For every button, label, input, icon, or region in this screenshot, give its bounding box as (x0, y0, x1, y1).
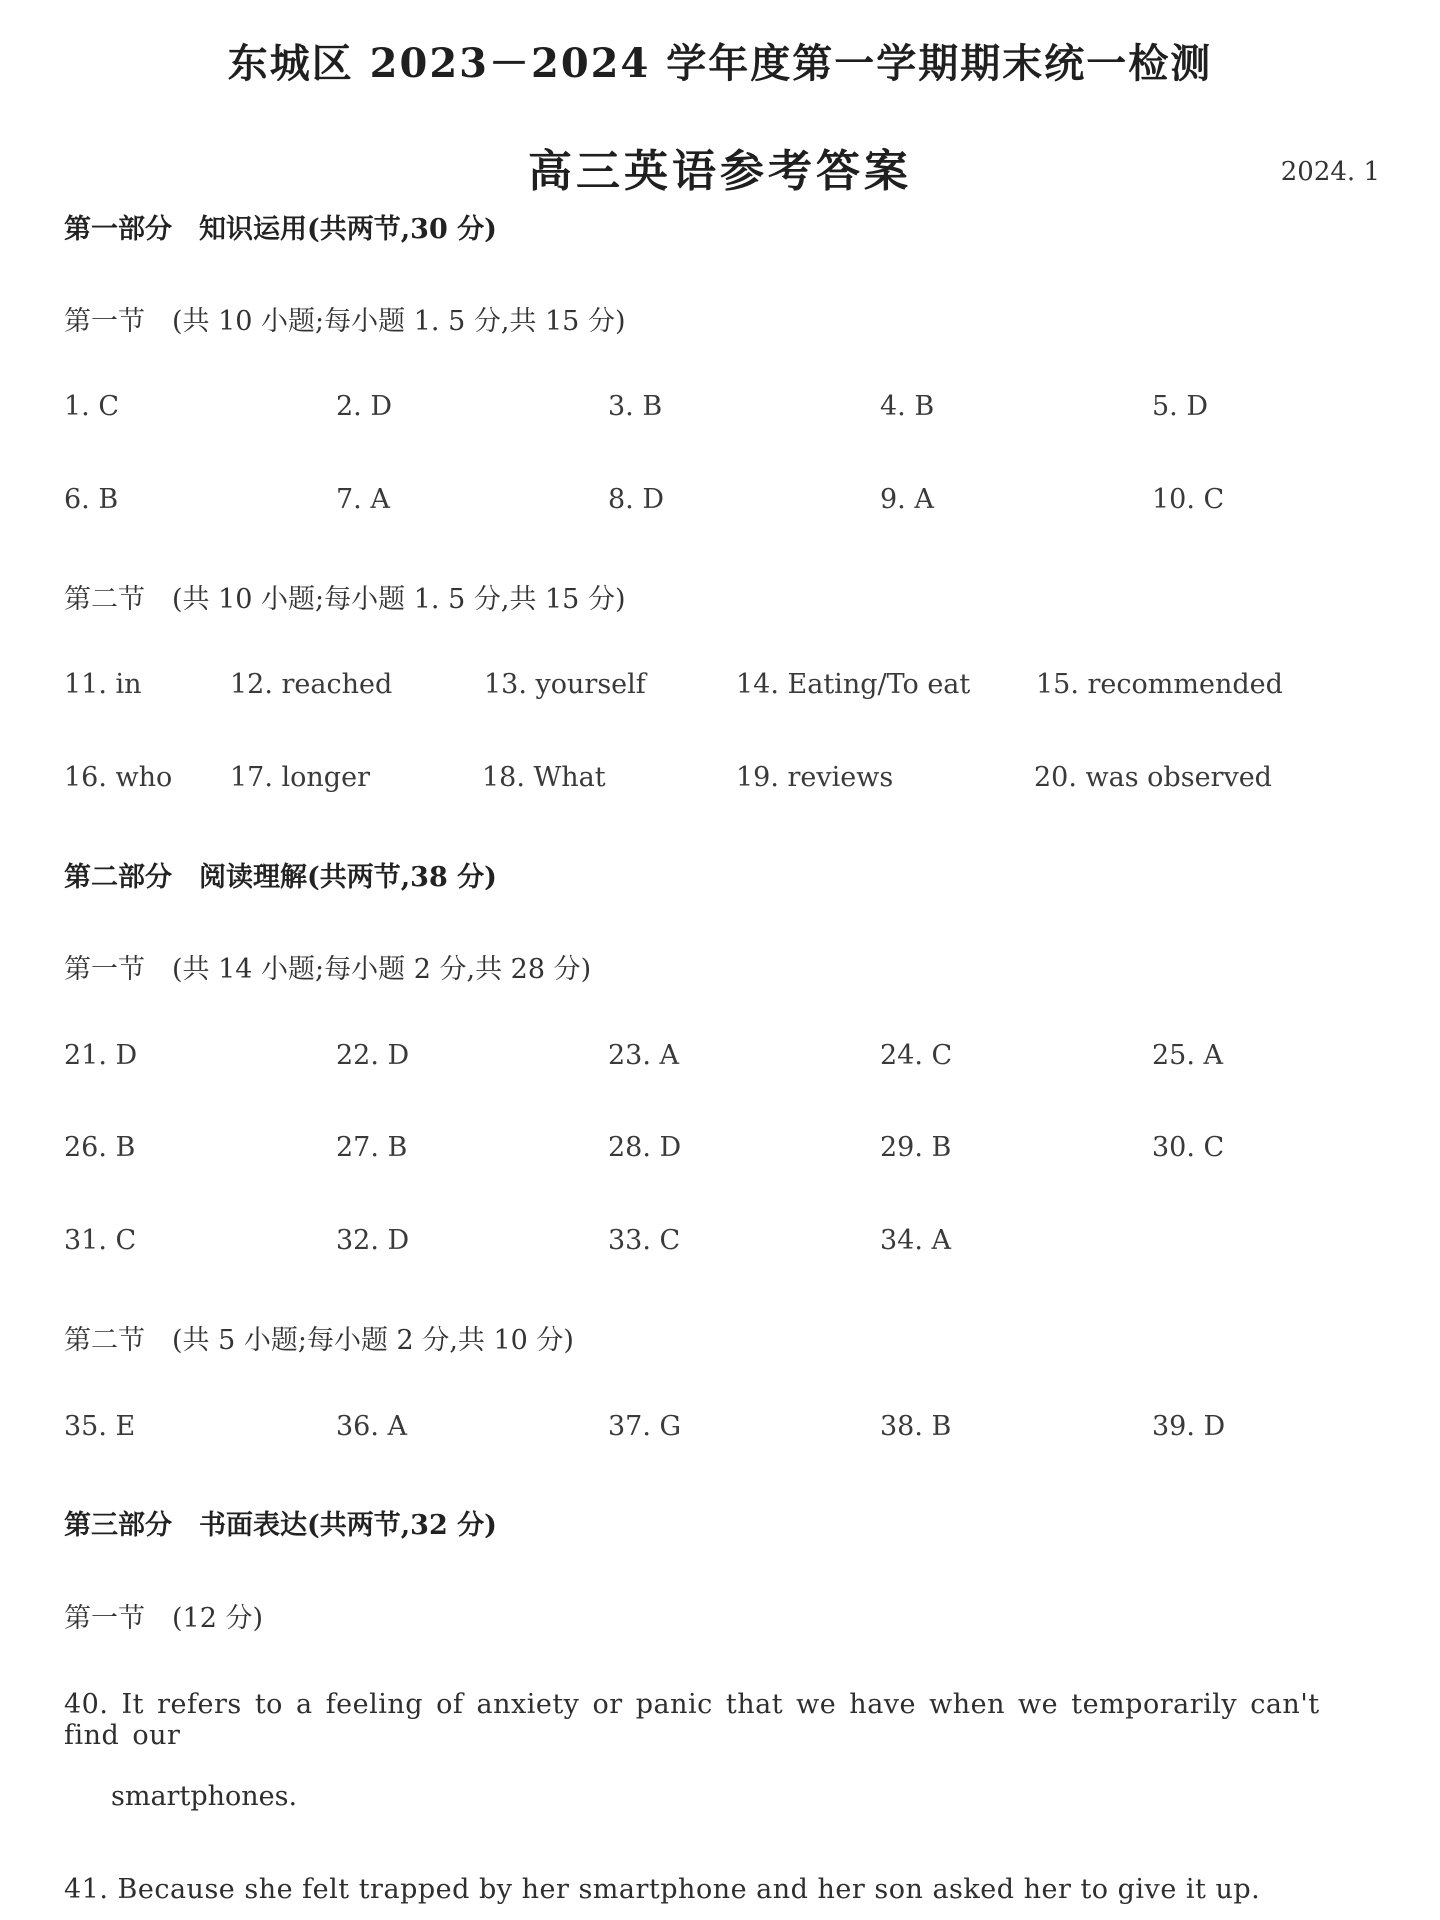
answer-41: 41. Because she felt trapped by her smartphone and her son asked her to give it up. (64, 1874, 1261, 1905)
answer-item: 15. recommended (1036, 669, 1283, 700)
answer-item: 32. D (336, 1225, 410, 1256)
answer-item: 39. D (1152, 1411, 1226, 1442)
part3-section1-heading: 第一节 (12 分) (64, 1603, 264, 1634)
answer-item: 21. D (64, 1040, 138, 1071)
answer-item: 26. B (64, 1132, 136, 1163)
answer-item: 13. yourself (484, 669, 646, 700)
part2-section2-heading: 第二节 (共 5 小题;每小题 2 分,共 10 分) (64, 1325, 574, 1356)
answer-item: 14. Eating/To eat (736, 669, 971, 700)
answer-item: 7. A (336, 484, 390, 515)
answer-item: 23. A (608, 1040, 680, 1071)
part2-heading: 第二部分 阅读理解(共两节,38 分) (64, 862, 497, 893)
part1-section2-heading: 第二节 (共 10 小题;每小题 1. 5 分,共 15 分) (64, 584, 626, 615)
answer-item: 17. longer (230, 762, 370, 793)
answer-item: 2. D (336, 391, 392, 422)
answer-item: 16. who (64, 762, 173, 793)
document-subtitle: 高三英语参考答案 (528, 146, 912, 197)
answer-row (64, 1040, 1400, 1080)
answer-item: 9. A (880, 484, 934, 515)
answer-row (64, 1225, 1400, 1265)
answer-row (64, 669, 1400, 709)
answer-item: 36. A (336, 1411, 408, 1442)
answer-item: 22. D (336, 1040, 410, 1071)
answer-40-line1: 40. It refers to a feeling of anxiety or panic that we have when we temporarily can't find our (64, 1689, 1320, 1751)
part1-heading: 第一部分 知识运用(共两节,30 分) (64, 214, 497, 245)
answer-row (64, 391, 1400, 431)
answer-item: 20. was observed (1034, 762, 1272, 793)
answer-item: 31. C (64, 1225, 137, 1256)
answer-item: 27. B (336, 1132, 408, 1163)
answer-item: 10. C (1152, 484, 1225, 515)
answer-item: 34. A (880, 1225, 952, 1256)
answer-row (64, 1132, 1400, 1172)
answer-item: 25. A (1152, 1040, 1224, 1071)
answer-item: 38. B (880, 1411, 952, 1442)
answer-item: 24. C (880, 1040, 953, 1071)
answer-row (64, 484, 1400, 524)
answer-40-line2: smartphones. (111, 1781, 298, 1812)
answer-item: 11. in (64, 669, 142, 700)
answer-item: 29. B (880, 1132, 952, 1163)
answer-item: 3. B (608, 391, 663, 422)
answer-item: 8. D (608, 484, 664, 515)
part2-section1-heading: 第一节 (共 14 小题;每小题 2 分,共 28 分) (64, 954, 592, 985)
document-title: 东城区 2023－2024 学年度第一学期期末统一检测 (227, 40, 1213, 87)
answer-row (64, 1411, 1400, 1451)
answer-item: 35. E (64, 1411, 136, 1442)
answer-item: 28. D (608, 1132, 682, 1163)
answer-item: 30. C (1152, 1132, 1225, 1163)
answer-item: 1. C (64, 391, 120, 422)
answer-item: 5. D (1152, 391, 1208, 422)
part1-section1-heading: 第一节 (共 10 小题;每小题 1. 5 分,共 15 分) (64, 306, 626, 337)
answer-item: 6. B (64, 484, 119, 515)
answer-row (64, 762, 1400, 802)
answer-item: 37. G (608, 1411, 682, 1442)
part3-heading: 第三部分 书面表达(共两节,32 分) (64, 1510, 497, 1541)
answer-item: 12. reached (230, 669, 393, 700)
answer-item: 18. What (482, 762, 606, 793)
document-date: 2024. 1 (1280, 157, 1380, 187)
answer-item: 4. B (880, 391, 935, 422)
answer-item: 19. reviews (736, 762, 894, 793)
answer-item: 33. C (608, 1225, 681, 1256)
